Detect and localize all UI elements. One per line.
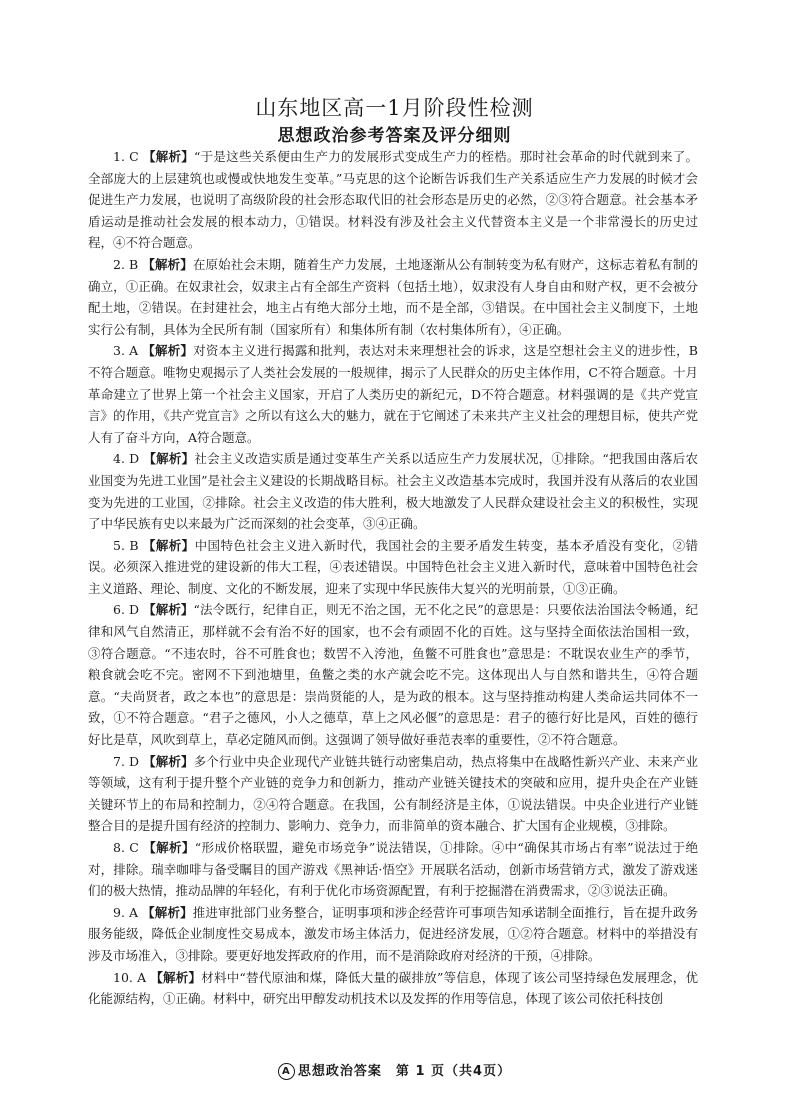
answer-text: “形成价格联盟，避免市场竞争”说法错误，①排除。④中“确保其市场占有率”说法过于绝对，排除。瑞幸咖啡与备受瞩目的国产游戏《黑神话·悟空》开展联名活动，创新市场营销方式，激发了游戏迷们的极大热情，推动品牌的年轻化，有利于优化市场资源配置，有利于挖掘潜在消费需求，②③说法正确。 [88, 840, 698, 899]
answer-number: 10. A [113, 969, 147, 985]
paper-version-badge: A [278, 1063, 295, 1080]
answer-item-8 [88, 837, 698, 902]
page-footer [0, 1060, 789, 1080]
analysis-tag: 【解析】 [143, 840, 195, 855]
analysis-tag: 【解析】 [150, 969, 202, 985]
page-title: 山东地区高一1月阶段性检测 [255, 96, 534, 120]
answer-item-9 [88, 902, 698, 967]
analysis-tag: 【解析】 [142, 904, 193, 920]
answer-text: 推进审批部门业务整合，证明事项和涉企经营许可事项告知承诺制全面推行，旨在提升政务服务能级，降低企业制度性交易成本，激发市场主体活力，促进经济发展，①②符合题意。材料中的举措没有涉及市场准入，③排除。要更好地发挥政府的作用，而不是消除政府对经济的干预，④排除。 [88, 904, 698, 963]
answer-number: 9. A [113, 904, 139, 920]
analysis-tag: 【解析】 [142, 537, 195, 553]
answer-item-2 [88, 254, 698, 340]
answer-number: 3. A [113, 343, 139, 359]
answer-number: 8. C [113, 840, 139, 855]
answer-text: 社会主义改造实质是通过变革生产关系以适应生产力发展状况，①排除。“把我国由落后农业国变为先进工业国”是社会主义建设的长期战略目标。社会主义改造基本完成时，我国并没有从落后的农业国变为先进的工业国，②排除。社会主义改造的伟大胜利，极大地激发了人民群众建设社会主义的积极性，实现了中华民族有史以来最为广泛而深刻的社会变革，③④正确。 [88, 451, 698, 532]
answer-number: 2. B [113, 256, 139, 272]
analysis-tag: 【解析】 [142, 256, 193, 272]
page-subtitle: 思想政治参考答案及评分细则 [277, 126, 512, 146]
answer-number: 4. D [113, 451, 140, 467]
answer-list [88, 146, 698, 1010]
answer-number: 7. D [113, 753, 140, 769]
answer-item-7 [88, 751, 698, 837]
page-number-text: 思想政治答案 第 1 页（共4页） [297, 1064, 512, 1079]
answer-number: 1. C [113, 149, 139, 164]
answer-item-5 [88, 535, 698, 600]
answer-text: “于是这些关系便由生产力的发展形式变成生产力的桎梏。那时社会革命的时代就到来了。全部庞大的上层建筑也或慢或快地发生变革。”马克思的这个论断告诉我们生产关系适应生产力发展的时候才会促进生产力发展，也说明了高级阶段的社会形态取代旧的社会形态是历史的必然，②③符合题意。社会基本矛盾运动是推动社会发展的根本动力，①错误。材料没有涉及社会主义代替资本主义是一个非常漫长的历史过程，④不符合题意。 [88, 149, 698, 251]
answer-text: 材料中“替代原油和煤，降低大量的碳排放”等信息，体现了该公司坚持绿色发展理念，优化能源结构，①正确。材料中，研究出甲醇发动机技术以及发挥的作用等信息，体现了该公司依托科技创 [88, 969, 698, 1007]
analysis-tag: 【解析】 [143, 451, 195, 467]
answer-item-1 [88, 146, 698, 254]
analysis-tag: 【解析】 [142, 343, 194, 359]
answer-text: “法令既行，纪律自正，则无不治之国，无不化之民”的意思是：只要依法治国法令畅通，纪律和风气自然清正，那样就不会有治不好的国家，也不会有顽固不化的百姓。这与坚持全面依法治国相一致，③符合题意。“不违农时，谷不可胜食也；数罟不入洿池，鱼鳖不可胜食也”意思是：不耽误农业生产的季节，粮食就会吃不完。密网不下到池塘里，鱼鳖之类的水产就会吃不完。这体现出人与自然和谐共生，④符合题意。“夫尚贤者，政之本也”的意思是：崇尚贤能的人，是为政的根本。这与坚持推动构建人类命运共同体不一致，①不符合题意。“君子之德风，小人之德草，草上之风必偃”的意思是：君子的德行好比是风，百姓的德行好比是草，风吹到草上，草必定随风而倒。这强调了领导做好垂范表率的重要性，②不符合题意。 [88, 602, 698, 748]
answer-text: 对资本主义进行揭露和批判，表达对未来理想社会的诉求，这是空想社会主义的进步性，B不符合题意。唯物史观揭示了人类社会发展的一般规律，揭示了人民群众的历史主体作用，C不符合题意。十月革命建立了世界上第一个社会主义国家，开启了人类历史的新纪元，D不符合题意。材料强调的是《共产党宣言》的作用，《共产党宣言》之所以有这么大的魅力，就在于它阐述了未来共产主义社会的理想目标，使共产党人有了奋斗方向，A符合题意。 [88, 343, 698, 445]
analysis-tag: 【解析】 [142, 149, 195, 164]
answer-text: 多个行业中央企业现代产业链共链行动密集启动，热点将集中在战略性新兴产业、未来产业等领域，这有利于提升整个产业链的竞争力和创新力，推动产业链关键技术的突破和应用，提升央企在产业链关键环节上的布局和控制力，②④符合题意。在我国，公有制经济是主体，①说法错误。中央企业进行产业链整合目的是提升国有经济的控制力、影响力、竞争力，而非简单的资本融合、扩大国有企业规模，③排除。 [88, 753, 698, 834]
answer-item-3 [88, 340, 698, 448]
answer-item-6 [88, 599, 698, 750]
answer-text: 中国特色社会主义进入新时代，我国社会的主要矛盾发生转变，基本矛盾没有变化，②错误。必须深入推进党的建设新的伟大工程，④表述错误。中国特色社会主义进入新时代，意味着中国特色社会主义道路、理论、制度、文化的不断发展，迎来了实现中华民族伟大复兴的光明前景，①③正确。 [88, 537, 698, 596]
answer-item-10 [88, 967, 698, 1010]
analysis-tag: 【解析】 [143, 602, 194, 618]
analysis-tag: 【解析】 [143, 753, 194, 769]
answer-number: 6. D [113, 602, 140, 618]
answer-text: 在原始社会末期，随着生产力发展，土地逐渐从公有制转变为私有财产，这标志着私有制的确立，①正确。在奴隶社会，奴隶主占有全部生产资料（包括土地），奴隶没有人身自由和财产权，更不会被分配土地，②错误。在封建社会，地主占有绝大部分土地，而不是全部，③错误。在中国社会主义制度下，土地实行公有制，具体为全民所有制（国家所有）和集体所有制（农村集体所有），④正确。 [88, 256, 698, 337]
answer-number: 5. B [113, 537, 139, 553]
answer-item-4 [88, 448, 698, 534]
